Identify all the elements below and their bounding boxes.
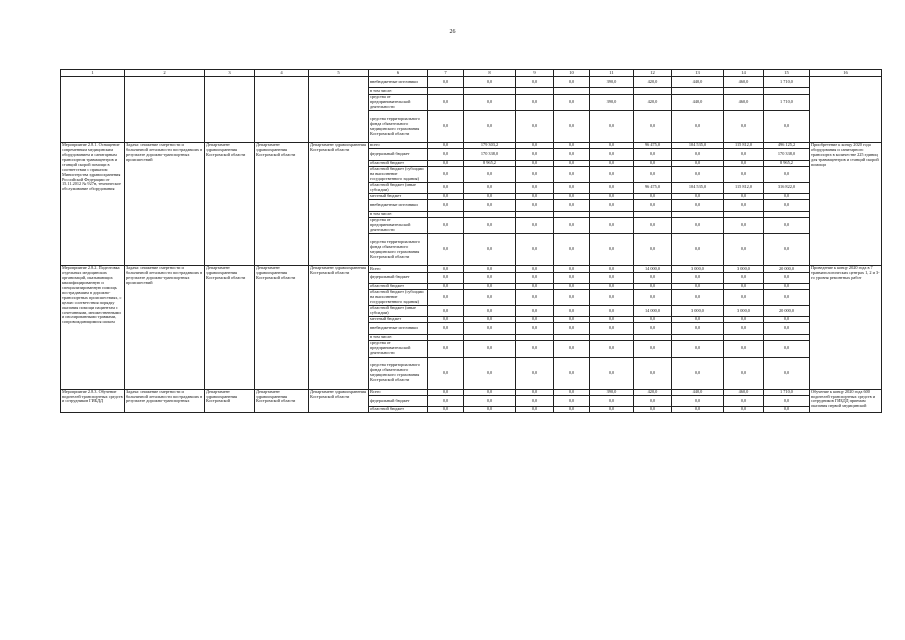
amount-cell-10: 0,0 [554,94,590,111]
funding-source: всего [369,143,428,149]
amount-cell-9: 0,0 [516,182,554,193]
amount-cell-9: 0,0 [516,200,554,211]
amount-cell-10: 0,0 [554,341,590,358]
funding-source: средства от предпринимательской деятельности [369,94,428,111]
amount-cell-15: 0,0 [764,317,810,323]
amount-cell-14: 0,0 [724,217,764,234]
amount-cell-14: 0,0 [724,111,764,143]
column-number-7: 7 [428,70,464,77]
amount-cell-11: 0,0 [590,357,634,389]
amount-cell-13: 0,0 [672,217,724,234]
funding-source: областной бюджет [369,283,428,289]
amount-cell-12: 96 475,0 [634,182,672,193]
amount-cell-10: 0,0 [554,290,590,306]
amount-cell-9: 0,0 [516,77,554,88]
amount-cell-10: 0,0 [554,217,590,234]
amount-cell-10: 0,0 [554,266,590,272]
amount-cell-8: 0,0 [464,182,516,193]
amount-cell-9: 0,0 [516,357,554,389]
column-number-13: 13 [672,70,724,77]
table-row [61,77,882,88]
amount-cell-15: 0,0 [764,194,810,200]
amount-cell-13: 0,0 [672,111,724,143]
amount-cell-10: 0,0 [554,272,590,283]
amount-cell-14: 0,0 [724,317,764,323]
column-number-row [61,70,882,77]
amount-cell-7: 0,0 [428,317,464,323]
amount-cell-14: 0,0 [724,407,764,413]
amount-cell-7: 0,0 [428,217,464,234]
amount-cell-12: 420,0 [634,94,672,111]
funding-source: средства территориального фонда обязательного медицинского страхования Костромской области [369,111,428,143]
amount-cell-10: 0,0 [554,305,590,316]
amount-cell-7: 0,0 [428,357,464,389]
amount-cell-9: 0,0 [516,305,554,316]
amount-cell-8: 179 303,2 [464,143,516,149]
amount-cell-7: 0,0 [428,166,464,182]
amount-cell-15: 1 710,0 [764,77,810,88]
amount-cell-7: 0,0 [428,182,464,193]
amount-cell-14: 115 812,0 [724,143,764,149]
amount-cell-15: 0,0 [764,290,810,306]
amount-cell-9: 0,0 [516,290,554,306]
amount-cell-14: 0,0 [724,283,764,289]
amount-cell-15: 0,0 [764,166,810,182]
amount-cell-15: 0,0 [764,407,810,413]
amount-cell-8: 0,0 [464,317,516,323]
amount-cell-12: 0,0 [634,283,672,289]
amount-cell-14: 0,0 [724,200,764,211]
column-number-4: 4 [255,70,309,77]
amount-cell-8: 0,0 [464,290,516,306]
amount-cell-12: 0,0 [634,407,672,413]
amount-cell-12: 14 000,0 [634,266,672,272]
continued-cell-c3 [205,77,255,143]
amount-cell-9: 0,0 [516,323,554,334]
funding-source: в том числе: [369,211,428,217]
funding-source: областной бюджет (субсидии на выполнение государственного задания) [369,166,428,182]
continued-cell-c2 [125,77,205,143]
amount-cell-9: 0,0 [516,266,554,272]
measure-cell-c1: Мероприятие 2.8.3. Обучение водителей транспортных средств и сотрудников ГИБДД [61,389,125,413]
funding-source: средства территориального фонда обязательного медицинского страхования Костромской области [369,357,428,389]
amount-cell-9: 0,0 [516,341,554,358]
amount-cell-11: 390,0 [590,389,634,395]
amount-cell-7: 0,0 [428,341,464,358]
amount-cell-12: 0,0 [634,357,672,389]
column-number-14: 14 [724,70,764,77]
amount-cell-14: 0,0 [724,272,764,283]
amount-cell-13: 104 535,0 [672,182,724,193]
amount-cell-8: 0,0 [464,305,516,316]
column-number-9: 9 [516,70,554,77]
amount-cell-9: 0,0 [516,272,554,283]
amount-cell-7: 0,0 [428,94,464,111]
amount-cell-9: 0,0 [516,94,554,111]
amount-cell-10: 0,0 [554,283,590,289]
amount-cell-9: 0,0 [516,317,554,323]
amount-cell-13: 0,0 [672,290,724,306]
amount-cell-15: 170 338,0 [764,149,810,160]
amount-cell-15: 8 965,2 [764,160,810,166]
amount-cell-9: 0,0 [516,149,554,160]
funding-source: областной бюджет [369,407,428,413]
funding-source: внебюджетные источники [369,323,428,334]
amount-cell-7: 0,0 [428,111,464,143]
amount-cell-8: 0,0 [464,77,516,88]
amount-cell-10: 0,0 [554,143,590,149]
amount-cell-7: 0,0 [428,200,464,211]
amount-cell-12: 420,0 [634,77,672,88]
funding-source: внебюджетные источники [369,200,428,211]
amount-cell-13: 0,0 [672,200,724,211]
amount-cell-10: 0,0 [554,111,590,143]
amount-cell-14: 0,0 [724,166,764,182]
amount-cell-13: 0,0 [672,323,724,334]
amount-cell-14: 0,0 [724,323,764,334]
amount-cell-15: 0,0 [764,283,810,289]
amount-cell-9: 0,0 [516,217,554,234]
amount-cell-8: 0,0 [464,200,516,211]
funding-source: федеральный бюджет [369,395,428,406]
amount-cell-10: 0,0 [554,200,590,211]
amount-cell-8: 0,0 [464,217,516,234]
amount-cell-13: 0,0 [672,272,724,283]
amount-cell-8: 0,0 [464,357,516,389]
amount-cell-12: 0,0 [634,217,672,234]
amount-cell-12: 14 000,0 [634,305,672,316]
continued-cell-c4 [255,77,309,143]
amount-cell-7: 0,0 [428,143,464,149]
amount-cell-13: 440,0 [672,77,724,88]
funding-source: областной бюджет (иные субсидии) [369,305,428,316]
amount-cell-11: 0,0 [590,272,634,283]
column-number-15: 15 [764,70,810,77]
amount-cell-12: 0,0 [634,166,672,182]
amount-cell-14: 0,0 [724,160,764,166]
amount-cell-8: 0,0 [464,389,516,395]
amount-cell-13: 3 000,0 [672,305,724,316]
amount-cell-11: 0,0 [590,266,634,272]
amount-cell-11: 0,0 [590,143,634,149]
expected-result: Проведение к концу 2020 года в 7 травматологических центрах 1, 2 и 3-го уровня ремонтных работ [810,266,882,389]
amount-cell-15: 20 000,0 [764,266,810,272]
amount-cell-15: 0,0 [764,357,810,389]
amount-cell-11: 0,0 [590,283,634,289]
amount-cell-10: 0,0 [554,166,590,182]
amount-cell-11: 390,0 [590,77,634,88]
amount-cell-13: 0,0 [672,395,724,406]
amount-cell-11: 0,0 [590,166,634,182]
amount-cell-8: 170 338,0 [464,149,516,160]
amount-cell-10: 0,0 [554,389,590,395]
measure-cell-c5: Департамент здравоохранения Костромской области [309,389,369,413]
amount-cell-13: 0,0 [672,357,724,389]
amount-cell-8: 0,0 [464,395,516,406]
amount-cell-12: 0,0 [634,160,672,166]
amount-cell-13: 0,0 [672,341,724,358]
amount-cell-10: 0,0 [554,149,590,160]
amount-cell-11: 0,0 [590,217,634,234]
funding-source: внебюджетные источники [369,77,428,88]
amount-cell-7: 0,0 [428,389,464,395]
amount-cell-9: 0,0 [516,194,554,200]
amount-cell-11: 0,0 [590,160,634,166]
budget-table [60,69,882,413]
amount-cell-10: 0,0 [554,323,590,334]
table-body [61,70,882,413]
amount-cell-12: 0,0 [634,395,672,406]
amount-cell-12: 0,0 [634,341,672,358]
measure-cell-c2: Задача: снижение смертности и больничной летальности пострадавших в результате дорожно-транспортных [125,389,205,413]
measure-cell-c5: Департамент здравоохранения Костромской области [309,266,369,389]
amount-cell-13: 0,0 [672,166,724,182]
amount-cell-14: 460,0 [724,77,764,88]
funding-source: областной бюджет (субсидии на выполнение государственного задания) [369,290,428,306]
amount-cell-13: 0,0 [672,194,724,200]
amount-cell-7: 0,0 [428,77,464,88]
amount-cell-8: 0,0 [464,234,516,266]
measure-cell-c5: Департамент здравоохранения Костромской области [309,143,369,266]
amount-cell-13: 0,0 [672,283,724,289]
amount-cell-7: 0,0 [428,194,464,200]
amount-cell-15: 0,0 [764,341,810,358]
measure-cell-c4: Департамент здравоохранения Костромской области [255,389,309,413]
amount-cell-11: 0,0 [590,111,634,143]
amount-cell-9: 0,0 [516,166,554,182]
amount-cell-10: 0,0 [554,160,590,166]
amount-cell-11: 0,0 [590,149,634,160]
amount-cell-13: 0,0 [672,160,724,166]
amount-cell-8: 0,0 [464,323,516,334]
amount-cell-13: 0,0 [672,407,724,413]
measure-cell-c2: Задача: снижение смертности и больничной летальности пострадавших в результате дорожно-транспортных происшествий [125,143,205,266]
amount-cell-8: 0,0 [464,272,516,283]
amount-cell-10: 0,0 [554,317,590,323]
amount-cell-13: 0,0 [672,317,724,323]
amount-cell-12: 0,0 [634,111,672,143]
amount-cell-9: 0,0 [516,283,554,289]
amount-cell-10: 0,0 [554,357,590,389]
amount-cell-12: 0,0 [634,149,672,160]
amount-cell-8: 0,0 [464,111,516,143]
amount-cell-13: 440,0 [672,389,724,395]
amount-cell-7: 0,0 [428,305,464,316]
amount-cell-14: 460,0 [724,389,764,395]
amount-cell-15: 0,0 [764,395,810,406]
amount-cell-11: 0,0 [590,194,634,200]
funding-source: федеральный бюджет [369,149,428,160]
amount-cell-9: 0,0 [516,143,554,149]
amount-cell-15: 0,0 [764,234,810,266]
funding-source: Всего [369,389,428,395]
amount-cell-15: 20 000,0 [764,305,810,316]
amount-cell-15: 0,0 [764,323,810,334]
amount-cell-15: 0,0 [764,272,810,283]
funding-source: средства территориального фонда обязательного медицинского страхования Костромской области [369,234,428,266]
measure-cell-c1: Мероприятие 2.8.1. Оснащение современным медицинским оборудованием и санитарным транспортом травмацентров и станций скорой помощи в соответствии с приказом Министерства здравоохранения Российской Федерации от 15.11.2012 № 927н, техническое обслуживание оборудования [61,143,125,266]
continued-cell-c1 [61,77,125,143]
amount-cell-14: 0,0 [724,395,764,406]
amount-cell-12: 96 475,0 [634,143,672,149]
amount-cell-12: 0,0 [634,317,672,323]
funding-source: местный бюджет [369,317,428,323]
amount-cell-13: 0,0 [672,149,724,160]
amount-cell-8: 0,0 [464,266,516,272]
amount-cell-11: 390,0 [590,94,634,111]
amount-cell-7: 0,0 [428,266,464,272]
amount-cell-15: 496 125,2 [764,143,810,149]
amount-cell-7: 0,0 [428,290,464,306]
amount-cell-11: 0,0 [590,317,634,323]
amount-cell-11: 0,0 [590,182,634,193]
amount-cell-11: 0,0 [590,290,634,306]
funding-source: в том числе: [369,334,428,340]
expected-result: Приобретение к концу 2020 года оборудования и санитарного транспорта в количестве 225 единиц для травмацентров и станций скорой помощи [810,143,882,266]
amount-cell-8: 8 965,2 [464,160,516,166]
measure-cell-c3: Департамент здравоохранения Костромской [205,389,255,413]
amount-cell-8: 0,0 [464,407,516,413]
amount-cell-12: 0,0 [634,323,672,334]
amount-cell-7: 0,0 [428,407,464,413]
funding-source: в том числе: [369,88,428,94]
amount-cell-10: 0,0 [554,77,590,88]
amount-cell-12: 0,0 [634,200,672,211]
measure-cell-c1: Мероприятие 2.8.2. Подготовка отдельных медицинских организаций, оказывающих квалифицированную и специализированную помощь пострадавшим в дорожно-транспортных происшествиях, с целью соответствия порядку оказания помощи пациентам с сочетанными, множественными и изолированными травмами, сопровождающимися шоком [61,266,125,389]
column-number-16: 16 [810,70,882,77]
amount-cell-14: 3 000,0 [724,266,764,272]
funding-source: местный бюджет [369,194,428,200]
measure-cell-c2: Задача: снижение смертности и больничной летальности пострадавших в результате дорожно-транспортных происшествий [125,266,205,389]
amount-cell-14: 115 812,0 [724,182,764,193]
amount-cell-8: 0,0 [464,94,516,111]
amount-cell-14: 0,0 [724,341,764,358]
amount-cell-9: 0,0 [516,407,554,413]
amount-cell-12: 420,0 [634,389,672,395]
amount-cell-7: 0,0 [428,323,464,334]
amount-cell-10: 0,0 [554,407,590,413]
measure-cell-c3: Департамент здравоохранения Костромской области [205,143,255,266]
measure-cell-c4: Департамент здравоохранения Костромской области [255,143,309,266]
funding-source: областной бюджет (иные субсидии) [369,182,428,193]
amount-cell-9: 0,0 [516,234,554,266]
amount-cell-12: 0,0 [634,234,672,266]
column-number-3: 3 [205,70,255,77]
measure-cell-c4: Департамент здравоохранения Костромской области [255,266,309,389]
amount-cell-7: 0,0 [428,160,464,166]
amount-cell-15: 0,0 [764,217,810,234]
amount-cell-11: 0,0 [590,323,634,334]
amount-cell-9: 0,0 [516,395,554,406]
funding-source: средства от предпринимательской деятельности [369,217,428,234]
amount-cell-8: 0,0 [464,341,516,358]
amount-cell-7: 0,0 [428,149,464,160]
amount-cell-14: 3 000,0 [724,305,764,316]
amount-cell-13: 104 535,0 [672,143,724,149]
amount-cell-15: 0,0 [764,111,810,143]
amount-cell-11: 0,0 [590,234,634,266]
column-number-6: 6 [369,70,428,77]
continued-cell-c16 [810,77,882,143]
amount-cell-14: 0,0 [724,234,764,266]
amount-cell-11: 0,0 [590,200,634,211]
amount-cell-14: 0,0 [724,149,764,160]
amount-cell-8: 0,0 [464,194,516,200]
amount-cell-7: 0,0 [428,272,464,283]
column-number-8: 8 [464,70,516,77]
amount-cell-7: 0,0 [428,395,464,406]
amount-cell-14: 0,0 [724,290,764,306]
amount-cell-13: 440,0 [672,94,724,111]
amount-cell-12: 0,0 [634,272,672,283]
funding-source: областной бюджет [369,160,428,166]
amount-cell-14: 0,0 [724,357,764,389]
amount-cell-14: 460,0 [724,94,764,111]
amount-cell-15: 0,0 [764,200,810,211]
amount-cell-12: 0,0 [634,194,672,200]
amount-cell-13: 0,0 [672,234,724,266]
continued-cell-c5 [309,77,369,143]
amount-cell-9: 0,0 [516,111,554,143]
column-number-1: 1 [61,70,125,77]
amount-cell-11: 0,0 [590,395,634,406]
amount-cell-11: 0,0 [590,407,634,413]
amount-cell-10: 0,0 [554,182,590,193]
amount-cell-9: 0,0 [516,160,554,166]
column-number-12: 12 [634,70,672,77]
amount-cell-11: 0,0 [590,305,634,316]
amount-cell-10: 0,0 [554,234,590,266]
column-number-10: 10 [554,70,590,77]
column-number-11: 11 [590,70,634,77]
column-number-2: 2 [125,70,205,77]
funding-source: средства от предпринимательской деятельности [369,341,428,358]
amount-cell-15: 316 822,0 [764,182,810,193]
expected-result: Обучение к концу 2020 года 600 водителей транспортных средств и сотрудников ГИБДД приемам оказания первой медицинской [810,389,882,413]
amount-cell-15: 1 710,0 [764,94,810,111]
amount-cell-13: 3 000,0 [672,266,724,272]
amount-cell-14: 0,0 [724,194,764,200]
amount-cell-9: 0,0 [516,389,554,395]
funding-source: федеральный бюджет [369,272,428,283]
amount-cell-7: 0,0 [428,283,464,289]
amount-cell-8: 0,0 [464,166,516,182]
column-number-5: 5 [309,70,369,77]
amount-cell-8: 0,0 [464,283,516,289]
measure-cell-c3: Департамент здравоохранения Костромской области [205,266,255,389]
amount-cell-10: 0,0 [554,194,590,200]
amount-cell-12: 0,0 [634,290,672,306]
page-number: 26 [449,29,456,35]
amount-cell-7: 0,0 [428,234,464,266]
amount-cell-15: 1 710,0 [764,389,810,395]
amount-cell-11: 0,0 [590,341,634,358]
amount-cell-10: 0,0 [554,395,590,406]
funding-source: Всего [369,266,428,272]
